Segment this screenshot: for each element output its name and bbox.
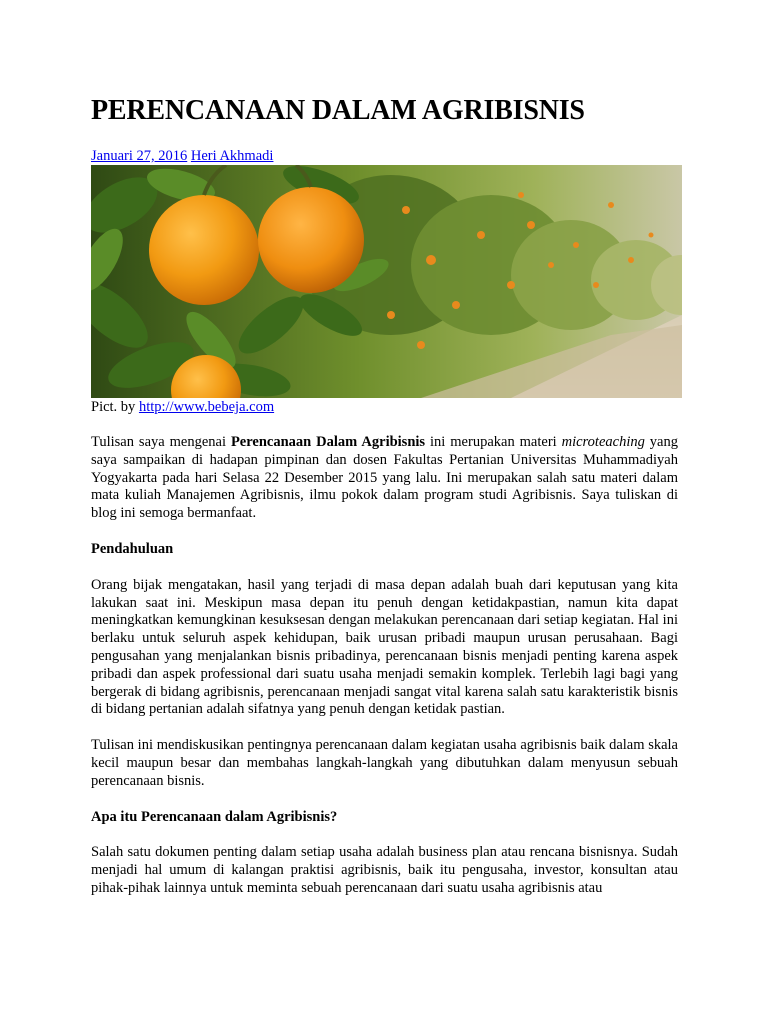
post-meta	[91, 148, 273, 165]
intro-italic-text: microteaching	[561, 434, 645, 450]
intro-paragraph	[91, 434, 678, 523]
intro-text: ini merupakan materi	[425, 434, 562, 450]
article-body	[91, 434, 678, 916]
caption-prefix: Pict. by	[91, 399, 139, 415]
paragraph: Orang bijak mengatakan, hasil yang terjadi di masa depan adalah buah dari keputusan yang kita lakukan saat ini. Meskipun masa depan itu penuh dengan ketidakpastian, namun kita dapat meningkatkan kemungkinan kesuksesan dengan melakukan perencanaan dari setiap kegiatan. Hal ini berlaku untuk seluruh aspek kehidupan, baik urusan pribadi maupun urusan perusahaan. Bagi pengusahan yang menjalankan bisnis pribadinya, perencanaan bisnis menjadi penting karena aspek pribadi dan aspek professional dari suatu usaha menjadi semakin komplek. Terlebih lagi bagi yang bergerak di bidang agribisnis, perencanaan menjadi sangat vital karena salah satu karakteristik bisnis di bidang pertanian adalah sifatnya yang penuh dengan ketidak pastian.	[91, 576, 678, 718]
intro-bold-text: Perencanaan Dalam Agribisnis	[230, 434, 426, 450]
paragraph: Tulisan ini mendiskusikan pentingnya perencanaan dalam kegiatan usaha agribisnis baik dalam skala kecil maupun besar dan membahas langkah-langkah yang dibutuhkan dalam menyusun sebuah perencanaan bisnis.	[91, 737, 678, 789]
orange-orchard-image	[91, 165, 682, 398]
section-heading-pendahuluan: Pendahuluan	[91, 540, 174, 557]
paragraph: Salah satu dokumen penting dalam setiap usaha adalah business plan atau rencana bisnisnya. Sudah menjadi hal umum di kalangan praktisi agribisnis, baik itu pengusaha, investor, konsultan atau pihak-pihak lainnya untuk meminta sebuah perencanaan dari suatu usaha agribisnis atau	[91, 844, 678, 896]
post-date-link[interactable]: Januari 27, 2016	[91, 148, 188, 164]
intro-text: Tulisan saya mengenai	[91, 434, 231, 450]
section-heading-apa: Apa itu Perencanaan dalam Agribisnis?	[91, 808, 338, 825]
intro-text: yang saya sampaikan di hadapan pimpinan dan dosen Fakultas Pertanian Universitas Muhammadiyah Yogyakarta pada hari Selasa 22 Desember 2015 yang lalu. Ini merupakan salah satu materi dalam mata kuliah Manajemen Agribisnis, ilmu pokok dalam program studi Agribisnis. Saya tuliskan di blog ini semoga bermanfaat.	[91, 434, 678, 522]
article-title: PERENCANAAN DALAM AGRIBISNIS	[91, 95, 585, 126]
author-link[interactable]: Heri Akhmadi	[190, 148, 274, 164]
image-caption	[91, 399, 274, 416]
caption-source-link[interactable]: http://www.bebeja.com	[138, 399, 275, 415]
